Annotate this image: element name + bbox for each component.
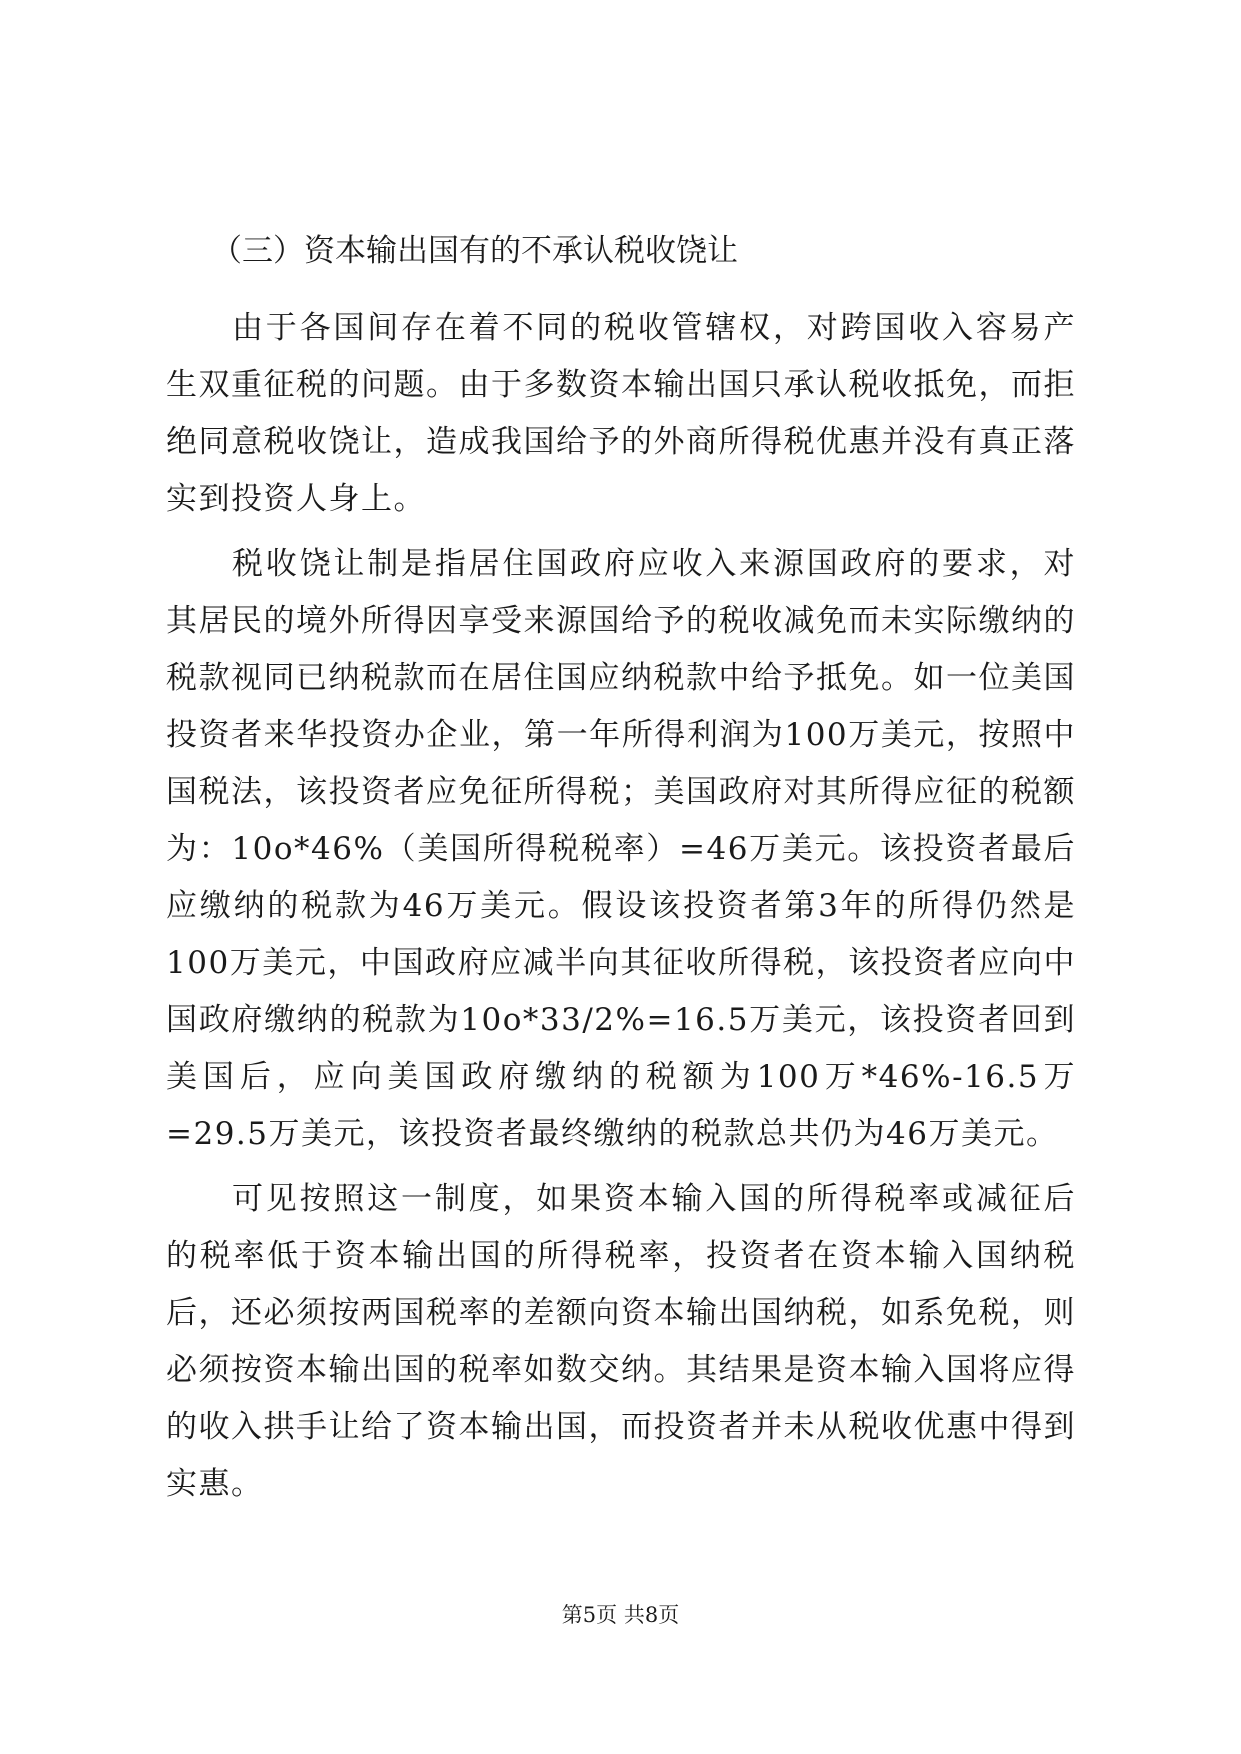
section-heading: （三）资本输出国有的不承认税收饶让 — [211, 233, 738, 269]
paragraph-1: 由于各国间存在着不同的税收管辖权，对跨国收入容易产生双重征税的问题。由于多数资本输出国只承认税收抵免，而拒绝同意税收饶让，造成我国给予的外商所得税优惠并没有真正落实到投资人身上。 — [166, 310, 1076, 517]
document-body — [166, 226, 1076, 1521]
page-number-footer: 第5页 共8页 — [561, 1603, 680, 1627]
paragraph-2: 税收饶让制是指居住国政府应收入来源国政府的要求，对其居民的境外所得因享受来源国给予的税收减免而未实际缴纳的税款视同已纳税款而在居住国应纳税款中给予抵免。如一位美国投资者来华投资办企业，第一年所得利润为100万美元，按照中国税法，该投资者应免征所得税；美国政府对其所得应征的税额为：10o*46%（美国所得税税率）=46万美元。该投资者最后应缴纳的税款为46万美元。假设该投资者第3年的所得仍然是100万美元，中国政府应减半向其征收所得税，该投资者应向中国政府缴纳的税款为10o*33/2%=16.5万美元，该投资者回到美国后，应向美国政府缴纳的税额为100万*46%-16.5万=29.5万美元，该投资者最终缴纳的税款总共仍为46万美元。 — [166, 546, 1076, 1152]
paragraph-3: 可见按照这一制度，如果资本输入国的所得税率或减征后的税率低于资本输出国的所得税率，投资者在资本输入国纳税后，还必须按两国税率的差额向资本输出国纳税，如系免税，则必须按资本输出国的税率如数交纳。其结果是资本输入国将应得的收入拱手让给了资本输出国，而投资者并未从税收优惠中得到实惠。 — [166, 1181, 1076, 1502]
